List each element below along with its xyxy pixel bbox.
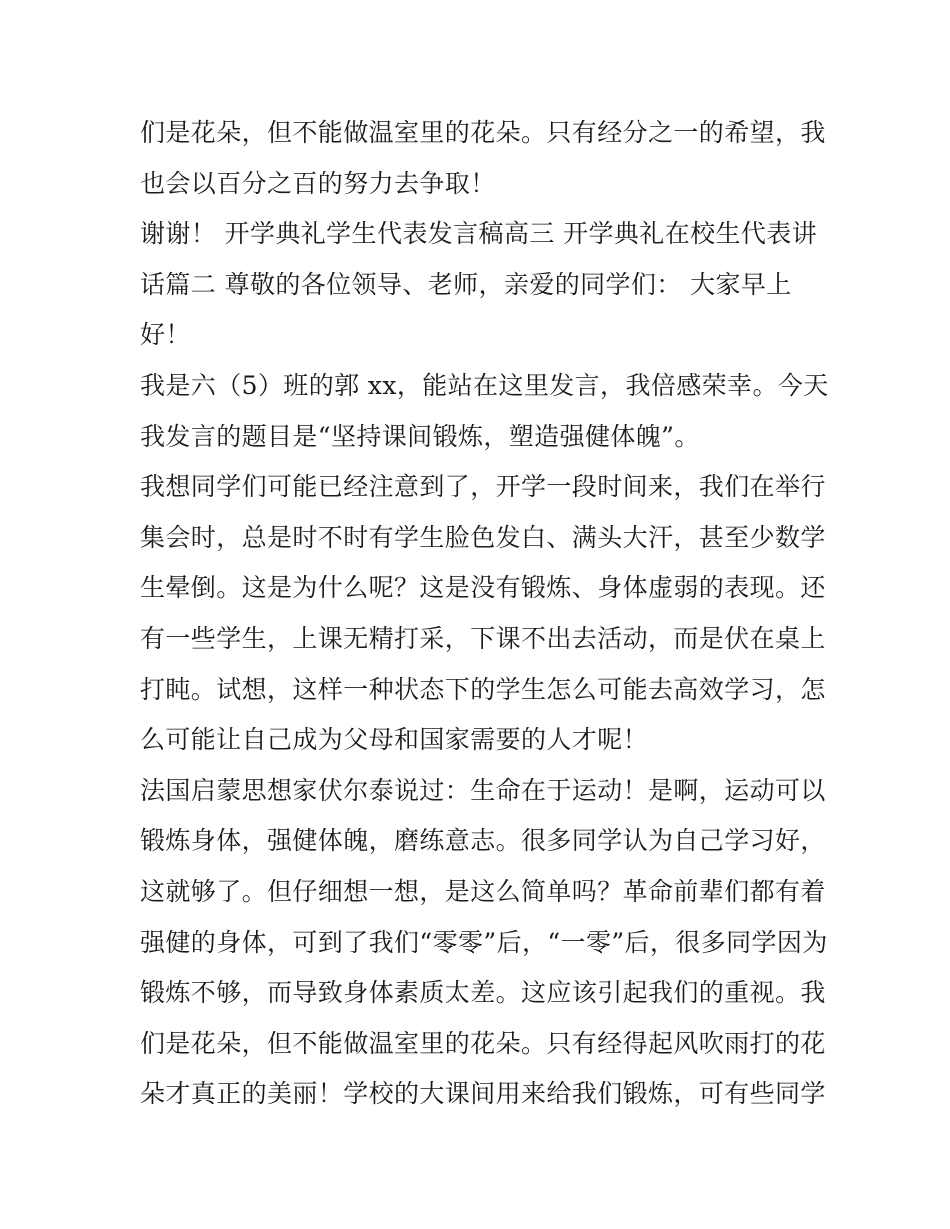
text-line: 们是花朵，但不能做温室里的花朵。只有经得起风吹雨打的花 [140,1028,826,1058]
text-line: 我是六（5）班的郭 xx，能站在这里发言，我倍感荣幸。今天 [140,370,829,400]
text-line: 锻炼身体，强健体魄，磨练意志。很多同学认为自己学习好， [140,826,826,856]
text-line: 有一些学生，上课无精打采，下课不出去活动，而是伏在桌上 [140,623,826,653]
text-line: 我发言的题目是“坚持课间锻炼，塑造强健体魄”。 [140,421,700,451]
text-line: 强健的身体，可到了我们“零零”后，“一零”后，很多同学因为 [140,927,828,957]
text-line: 这就够了。但仔细想一想，是这么简单吗？革命前辈们都有着 [140,876,826,906]
text-line: 谢谢！ 开学典礼学生代表发言稿高三 开学典礼在校生代表讲 [140,219,818,249]
text-line: 话篇二 尊敬的各位领导、老师，亲爱的同学们： 大家早上 [140,269,792,299]
text-line: 么可能让自己成为父母和国家需要的人才呢！ [140,725,649,755]
text-line: 法国启蒙思想家伏尔泰说过：生命在于运动！是啊，运动可以 [140,775,826,805]
text-line: 也会以百分之百的努力去争取！ [140,168,496,198]
text-line: 们是花朵，但不能做温室里的花朵。只有经分之一的希望，我 [140,118,826,147]
text-line: 打盹。试想，这样一种状态下的学生怎么可能去高效学习，怎 [140,674,826,704]
text-line: 锻炼不够，而导致身体素质太差。这应该引起我们的重视。我 [140,978,826,1008]
document-body [140,108,829,1120]
text-line: 我想同学们可能已经注意到了，开学一段时间来，我们在举行 [140,472,826,502]
text-line: 朵才真正的美丽！学校的大课间用来给我们锻炼，可有些同学 [140,1079,826,1109]
text-line: 好！ [140,320,191,350]
text-line: 生晕倒。这是为什么呢？这是没有锻炼、身体虚弱的表现。还 [140,573,826,603]
text-line: 集会时，总是时不时有学生脸色发白、满头大汗，甚至少数学 [140,522,826,552]
